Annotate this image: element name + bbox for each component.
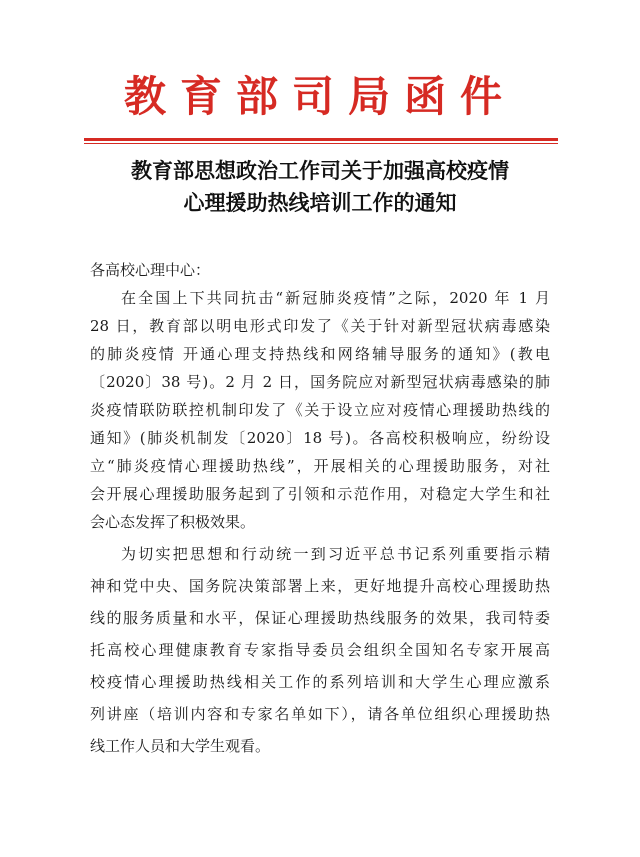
paragraph-2-line: 为切实把思想和行动统一到习近平总书记系列重要指示精 <box>121 545 550 563</box>
paragraph-1-line: 28 日，教育部以明电形式印发了《关于针对新型冠状病毒感染 <box>90 317 550 335</box>
paragraph-1-line: 通知》(肺炎机制发〔2020〕18 号)。各高校积极响应，纷纷设 <box>90 429 550 447</box>
paragraph-2-line: 线工作人员和大学生观看。 <box>90 737 271 755</box>
paragraph-1-line: 在全国上下共同抗击“新冠肺炎疫情”之际，2020 年 1 月 <box>121 289 550 307</box>
paragraph-2-line: 校疫情心理援助热线相关工作的系列培训和大学生心理应激系 <box>90 673 550 691</box>
paragraph-2-line: 列讲座（培训内容和专家名单如下），请各单位组织心理援助热 <box>90 705 550 723</box>
paragraph-2-line: 线的服务质量和水平，保证心理援助热线服务的效果，我司特委 <box>90 609 550 627</box>
paragraph-1-line: 立“肺炎疫情心理援助热线”，开展相关的心理援助服务，对社 <box>90 457 550 475</box>
salutation: 各高校心理中心： <box>90 261 211 279</box>
paragraph-1-line: 会开展心理援助服务起到了引领和示范作用，对稳定大学生和社 <box>90 485 550 503</box>
paragraph-1-line: 〔2020〕38 号)。2 月 2 日，国务院应对新型冠状病毒感染的肺 <box>90 373 550 391</box>
paragraph-1-line: 的肺炎疫情 开通心理支持热线和网络辅导服务的通知》(教电 <box>90 345 550 363</box>
paragraph-2-line: 托高校心理健康教育专家指导委员会组织全国知名专家开展高 <box>90 641 550 659</box>
paragraph-1-line: 炎疫情联防联控机制印发了《关于设立应对疫情心理援助热线的 <box>90 401 550 419</box>
paragraph-2-line: 神和党中央、国务院决策部署上来，更好地提升高校心理援助热 <box>90 577 550 595</box>
letterhead-rule-thin <box>84 143 558 144</box>
notice-title-line-1: 教育部思想政治工作司关于加强高校疫情 <box>131 158 509 183</box>
letterhead-rule-thick <box>84 138 558 141</box>
letterhead-title: 教育部司局函件 <box>123 72 516 121</box>
paragraph-1-line: 会心态发挥了积极效果。 <box>90 513 256 531</box>
notice-title-line-2: 心理援助热线培训工作的通知 <box>183 190 457 215</box>
